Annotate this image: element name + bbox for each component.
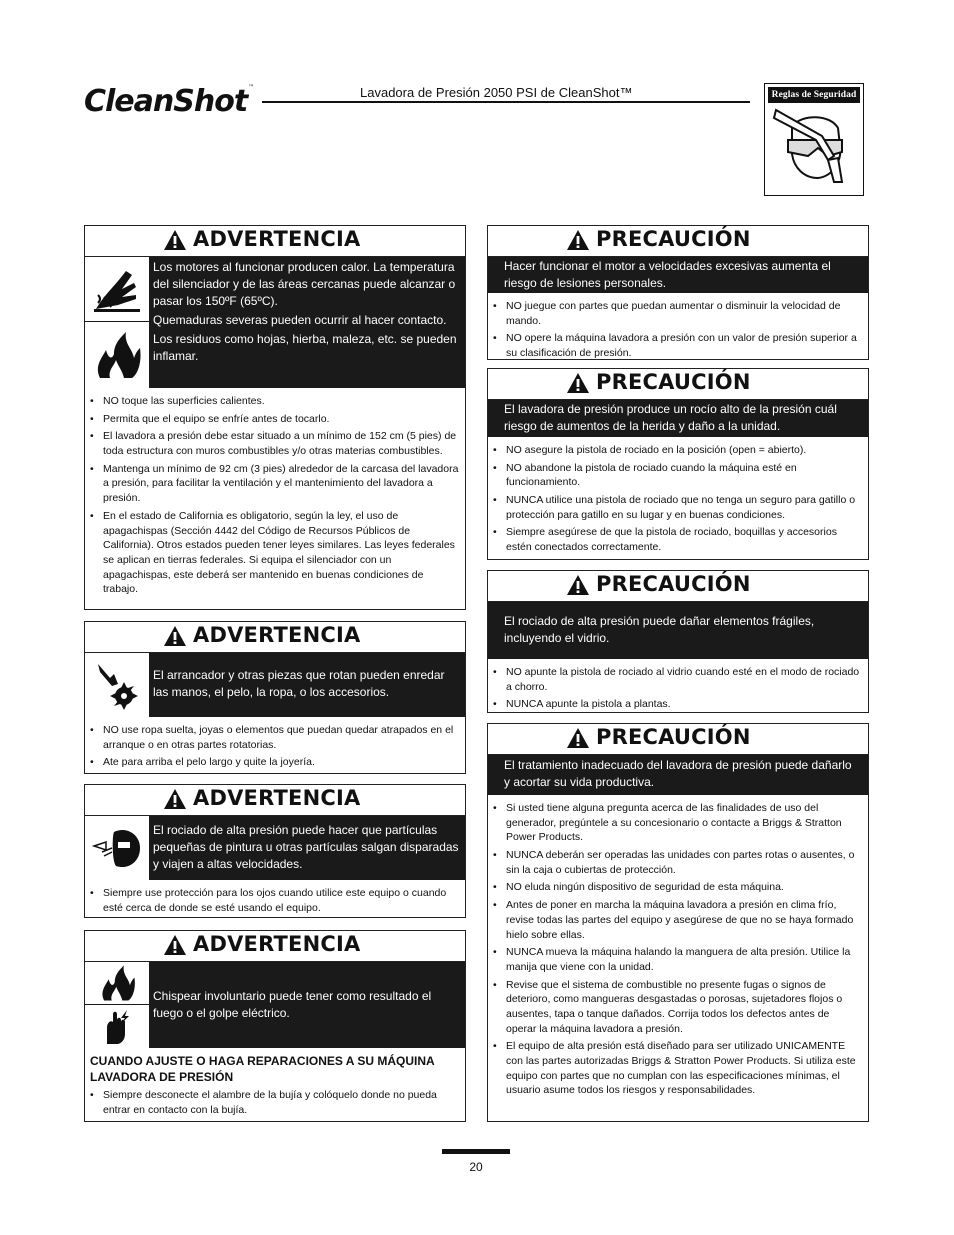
warning-hot-surfaces: [84, 225, 466, 610]
header-rule: [262, 101, 750, 103]
warning-title: ADVERTENCIA: [193, 786, 361, 810]
warning-header: [85, 785, 465, 816]
caution-improper-handling: [487, 723, 869, 1122]
list-item: • NO opere la máquina lavadora a presión con un valor de presión superior a su clasificación de presión.: [506, 331, 862, 360]
list-item: • El equipo de alta presión está diseñado para ser utilizado UNICAMENTE con las partes autorizadas Briggs & Stratton Power Products. Si utiliza este equipo con partes que no cumplan con las especificaciones mínimas, el usuario asume todos los riesgos y responsabilidades.: [506, 1039, 862, 1098]
list-item: • Permita que el equipo se enfríe antes de tocarlo.: [103, 412, 459, 427]
rotating-parts-icon: [85, 653, 149, 717]
caution-message: Hacer funcionar el motor a velocidades excesivas aumenta el riesgo de lesiones personales.: [504, 259, 831, 291]
document-title: Lavadora de Presión 2050 PSI de CleanShot™: [360, 85, 633, 100]
list-item: • En el estado de California es obligatorio, según la ley, el uso de apagachispas (Sección 4442 del Código de Recursos Públicos de California). Otros estados pueden tener leyes similares. Las leyes federales se aplican en tierras federales. Si equipa el silenciador con un apagachispas, este deberá ser mantenido en buenas condiciones de trabajo.: [103, 509, 459, 597]
warning-message-band: [85, 816, 465, 880]
warning-title: ADVERTENCIA: [193, 932, 361, 956]
caution-header: [488, 724, 868, 755]
brand-trademark: ™: [248, 84, 254, 91]
warning-message: El rociado de alta presión puede hacer que partículas pequeñas de pintura u otras partículas salgan disparadas y viajen a altas velocidades.: [153, 823, 459, 872]
caution-title: PRECAUCIÓN: [596, 227, 751, 251]
fire-icon: [85, 322, 149, 388]
list-item: • Ate para arriba el pelo largo y quite la joyería.: [103, 755, 459, 770]
list-item: • NO apunte la pistola de rociado al vidrio cuando esté en el modo de rociado a chorro.: [506, 665, 862, 694]
hot-surface-icon: [85, 257, 149, 322]
repair-subheading: CUANDO AJUSTE O HAGA REPARACIONES A SU MÁQUINA LAVADORA DE PRESIÓN: [90, 1054, 435, 1084]
warning-header: [85, 622, 465, 653]
list-item: • Revise que el sistema de combustible no presente fugas o signos de deterioro, como mangueras desgastadas o porosas, sujetadores flojos o ausentes, tapa o tanque dañados. Corrija todos los defectos antes de operar la máquina lavadora a presión.: [506, 978, 862, 1037]
warning-message: Quemaduras severas pueden ocurrir al hacer contacto.: [153, 313, 447, 328]
caution-title: PRECAUCIÓN: [596, 572, 751, 596]
list-item: • NUNCA mueva la máquina halando la manguera de alta presión. Utilice la manija que viene con la unidad.: [506, 945, 862, 974]
list-item: • NO use ropa suelta, joyas o elementos que puedan quedar atrapados en el arranque o en otras partes rotatorias.: [103, 723, 459, 752]
warning-message-band: [85, 257, 465, 388]
warning-flying-particles: [84, 784, 466, 918]
warning-message: Los residuos como hojas, hierba, maleza, etc. se pueden inflamar.: [153, 332, 457, 364]
page-number-bar: [442, 1149, 510, 1154]
list-item: • Siempre asegúrese de que la pistola de rociado, boquillas y accesorios estén conectados correctamente.: [506, 525, 862, 554]
caution-message-band: [488, 602, 868, 659]
warning-header: [85, 226, 465, 257]
caution-bullets: [488, 437, 868, 562]
caution-message: El rociado de alta presión puede dañar elementos frágiles, incluyendo el vidrio.: [504, 614, 815, 646]
list-item: • NO toque las superficies calientes.: [103, 394, 459, 409]
caution-header: [488, 571, 868, 602]
safety-rules-badge: [764, 83, 864, 196]
caution-message-band: [488, 257, 868, 293]
electric-shock-icon: [85, 1005, 149, 1048]
caution-message-band: [488, 755, 868, 795]
warning-message: Los motores al funcionar producen calor. La temperatura del silenciador y de las áreas cercanas puede alcanzar o pasar los 150ºF (65ºC).: [153, 260, 456, 309]
list-item: • NUNCA apunte la pistola a plantas.: [506, 697, 862, 712]
list-item: • NO asegure la pistola de rociado en la posición (open = abierto).: [506, 443, 862, 458]
caution-header: [488, 226, 868, 257]
warning-bullets: [85, 717, 465, 777]
operator-with-goggles-icon: [772, 106, 856, 184]
list-item: • El lavadora a presión debe estar situado a un mínimo de 152 cm (5 pies) de toda estructura con muros combustibles y/o otras materias combustibles.: [103, 429, 459, 458]
face-shield-icon: [85, 816, 149, 880]
safety-rules-label: Reglas de Seguridad: [768, 87, 860, 103]
warning-header: [85, 931, 465, 962]
warning-message-band: [85, 653, 465, 717]
warning-title: ADVERTENCIA: [193, 227, 361, 251]
warning-triangle-icon: [163, 788, 187, 810]
list-item: • Siempre use protección para los ojos cuando utilice este equipo o cuando esté cerca de donde se esté usando el equipo.: [103, 886, 459, 915]
warning-sparking: [84, 930, 466, 1122]
warning-triangle-icon: [163, 934, 187, 956]
warning-title: ADVERTENCIA: [193, 623, 361, 647]
warning-message: Chispear involuntario puede tener como resultado el fuego o el golpe eléctrico.: [153, 989, 432, 1021]
caution-message-band: [488, 400, 868, 437]
warning-bullets: [85, 1085, 465, 1124]
warning-message: El arrancador y otras piezas que rotan pueden enredar las manos, el pelo, la ropa, o los accesorios.: [153, 668, 445, 700]
list-item: • NO abandone la pistola de rociado cuando la máquina esté en funcionamiento.: [506, 461, 862, 490]
caution-bullets: [488, 795, 868, 1105]
caution-message: El tratamiento inadecuado del lavadora de presión puede dañarlo y acortar su vida productiva.: [504, 758, 852, 790]
warning-triangle-icon: [566, 229, 590, 251]
warning-triangle-icon: [566, 372, 590, 394]
caution-fragile-items: [487, 570, 869, 713]
brand-logo: [84, 84, 253, 119]
list-item: • Antes de poner en marcha la máquina lavadora a presión en clima frío, revise todas las partes del equipo y asegúrese de que no se haya formado hielo sobre ellas.: [506, 898, 862, 942]
warning-triangle-icon: [163, 229, 187, 251]
caution-high-pressure-spray: [487, 368, 869, 560]
list-item: • NUNCA deberán ser operadas las unidades con partes rotas o ausentes, o sin la caja o cubiertas de protección.: [506, 848, 862, 877]
caution-engine-speed: [487, 225, 869, 360]
caution-bullets: [488, 293, 868, 368]
list-item: • NO eluda ningún dispositivo de seguridad de esta máquina.: [506, 880, 862, 895]
caution-title: PRECAUCIÓN: [596, 370, 751, 394]
caution-message: El lavadora de presión produce un rocío alto de la presión cuál riesgo de aumentos de la herida y daño a la unidad.: [504, 402, 837, 434]
warning-triangle-icon: [566, 727, 590, 749]
brand-name: CleanShot: [84, 84, 248, 119]
warning-message-band: [85, 962, 465, 1048]
warning-triangle-icon: [163, 625, 187, 647]
warning-bullets: [85, 388, 465, 604]
warning-triangle-icon: [566, 574, 590, 596]
list-item: • NO juegue con partes que puedan aumentar o disminuir la velocidad de mando.: [506, 299, 862, 328]
list-item: • Mantenga un mínimo de 92 cm (3 pies) alrededor de la carcasa del lavadora a presión, para facilitar la ventilación y el mantenimiento del lavadora a presión.: [103, 462, 459, 506]
warning-bullets: [85, 880, 465, 922]
fire-icon: [85, 962, 149, 1005]
caution-bullets: [488, 659, 868, 719]
list-item: • Siempre desconecte el alambre de la bujía y colóquelo donde no pueda entrar en contacto con la bujía.: [103, 1088, 459, 1117]
page-number: 20: [469, 1160, 483, 1174]
caution-header: [488, 369, 868, 400]
list-item: • NUNCA utilice una pistola de rociado que no tenga un seguro para gatillo o protección para gatillo en su lugar y en buenas condiciones.: [506, 493, 862, 522]
caution-title: PRECAUCIÓN: [596, 725, 751, 749]
warning-rotating-parts: [84, 621, 466, 774]
list-item: • Si usted tiene alguna pregunta acerca de las finalidades de uso del generador, pregúntele a su concesionario o contacte a Briggs & Stratton Power Products.: [506, 801, 862, 845]
